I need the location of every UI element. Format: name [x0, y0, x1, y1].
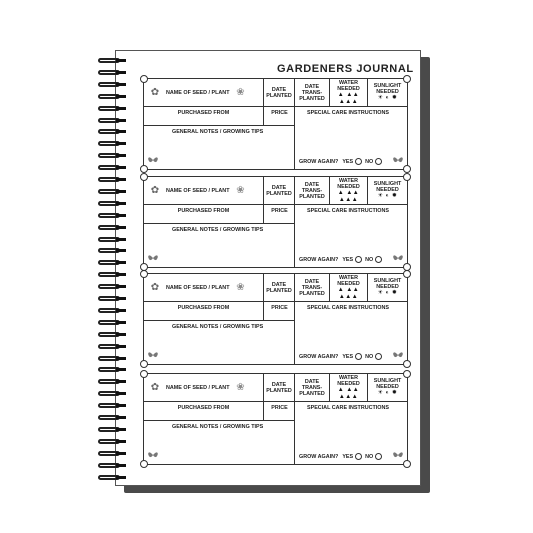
card-corner — [140, 370, 148, 378]
spiral-coil — [96, 284, 128, 290]
spiral-coil — [96, 106, 128, 112]
date-planted-label: DATE PLANTED — [266, 381, 292, 394]
yes-radio[interactable] — [355, 353, 362, 360]
spiral-coil — [96, 94, 128, 100]
spiral-coil — [96, 463, 128, 469]
date-transplanted-cell[interactable] — [295, 177, 330, 204]
spiral-coil — [96, 189, 128, 195]
spiral-coil — [96, 165, 128, 171]
water-drops-icon[interactable]: ▲ ▲▲ ▲▲▲ — [337, 189, 360, 203]
spiral-coil — [96, 58, 128, 64]
sunlight-needed-label: SUNLIGHT NEEDED — [373, 181, 402, 193]
spiral-coil — [96, 344, 128, 350]
purchase-row — [144, 301, 295, 321]
general-notes-label: GENERAL NOTES / GROWING TIPS — [172, 227, 264, 233]
plant-record-card-3 — [143, 273, 408, 365]
water-needed-label: WATER NEEDED — [337, 274, 360, 287]
price-cell[interactable] — [264, 301, 295, 320]
special-care-label: SPECIAL CARE INSTRUCTIONS — [307, 110, 389, 116]
spiral-coil — [96, 427, 128, 433]
spiral-coil — [96, 332, 128, 338]
special-care-area[interactable] — [295, 204, 407, 267]
spiral-coil — [96, 70, 128, 76]
card-corner — [140, 75, 148, 83]
date-planted-cell[interactable] — [264, 274, 295, 301]
purchased-from-cell[interactable] — [144, 204, 264, 223]
no-radio[interactable] — [375, 453, 382, 460]
spiral-coil — [96, 153, 128, 159]
spiral-coil — [96, 439, 128, 445]
butterfly-icon — [392, 154, 404, 166]
card-header-row — [144, 274, 407, 302]
no-label: NO — [365, 353, 374, 360]
card-corner — [403, 165, 411, 173]
date-transplanted-cell[interactable] — [295, 274, 330, 301]
name-of-seed-label: NAME OF SEED / PLANT — [166, 284, 230, 291]
card-corner — [403, 75, 411, 83]
spiral-coil — [96, 129, 128, 135]
flower-icon: ❀ — [236, 381, 245, 393]
spiral-coil — [96, 201, 128, 207]
special-care-label: SPECIAL CARE INSTRUCTIONS — [307, 405, 389, 411]
date-planted-label: DATE PLANTED — [266, 184, 292, 197]
date-transplanted-label: DATE TRANS- PLANTED — [299, 278, 325, 297]
general-notes-area[interactable] — [144, 126, 295, 169]
plant-record-card-4 — [143, 373, 408, 465]
purchased-from-cell[interactable] — [144, 106, 264, 125]
water-drops-icon[interactable]: ▲ ▲▲ ▲▲▲ — [337, 386, 360, 400]
plant-record-card-1 — [143, 78, 408, 170]
flower-icon: ❀ — [236, 86, 245, 98]
no-radio[interactable] — [375, 158, 382, 165]
purchased-from-label: PURCHASED FROM — [177, 208, 230, 214]
purchase-row — [144, 106, 295, 126]
sun-icons[interactable]: ☀ ◐ ✹ — [377, 95, 398, 101]
water-needed-cell[interactable] — [330, 274, 368, 301]
yes-label: YES — [342, 353, 354, 360]
sun-icons[interactable]: ☀ ◐ ✹ — [377, 290, 398, 296]
sun-icons[interactable]: ☀ ◐ ✹ — [377, 193, 398, 199]
purchase-row — [144, 401, 295, 421]
grow-again-group — [299, 256, 382, 263]
purchased-from-label: PURCHASED FROM — [177, 405, 230, 411]
sunlight-needed-label: SUNLIGHT NEEDED — [373, 83, 402, 95]
date-planted-cell[interactable] — [264, 79, 295, 106]
butterfly-icon — [147, 154, 159, 166]
no-radio[interactable] — [375, 353, 382, 360]
name-of-seed-label: NAME OF SEED / PLANT — [166, 89, 230, 96]
sunlight-needed-cell[interactable] — [368, 79, 407, 106]
card-header-row — [144, 177, 407, 205]
general-notes-label: GENERAL NOTES / GROWING TIPS — [172, 424, 264, 430]
yes-label: YES — [342, 256, 354, 263]
card-corner — [140, 165, 148, 173]
purchase-row — [144, 204, 295, 224]
grow-again-label: GROW AGAIN? — [299, 256, 339, 263]
name-of-seed-cell[interactable] — [144, 374, 264, 401]
spiral-coil — [96, 213, 128, 219]
name-of-seed-cell[interactable] — [144, 177, 264, 204]
price-cell[interactable] — [264, 204, 295, 223]
price-label: PRICE — [271, 110, 288, 116]
purchased-from-label: PURCHASED FROM — [177, 305, 230, 311]
flower-icon: ❀ — [236, 281, 245, 293]
general-notes-area[interactable] — [144, 224, 295, 267]
butterfly-icon — [147, 349, 159, 361]
sunlight-needed-label: SUNLIGHT NEEDED — [373, 378, 402, 390]
spiral-coil — [96, 248, 128, 254]
water-needed-label: WATER NEEDED — [337, 177, 360, 190]
grow-again-label: GROW AGAIN? — [299, 353, 339, 360]
spiral-coil — [96, 367, 128, 373]
plant-record-card-2 — [143, 176, 408, 268]
special-care-area[interactable] — [295, 301, 407, 364]
water-needed-label: WATER NEEDED — [337, 79, 360, 92]
grow-again-label: GROW AGAIN? — [299, 453, 339, 460]
water-needed-cell[interactable] — [330, 177, 368, 204]
grow-again-group — [299, 158, 382, 165]
card-corner — [403, 173, 411, 181]
date-planted-cell[interactable] — [264, 374, 295, 401]
date-transplanted-cell[interactable] — [295, 374, 330, 401]
flower-icon: ✿ — [150, 86, 160, 98]
flower-icon: ❀ — [236, 184, 245, 196]
spiral-binding — [96, 58, 130, 488]
yes-radio[interactable] — [355, 158, 362, 165]
date-transplanted-label: DATE TRANS- PLANTED — [299, 83, 325, 102]
purchased-from-cell[interactable] — [144, 301, 264, 320]
spiral-coil — [96, 403, 128, 409]
flower-icon: ✿ — [150, 381, 160, 393]
yes-label: YES — [342, 453, 354, 460]
butterfly-icon — [147, 252, 159, 264]
card-corner — [140, 270, 148, 278]
butterfly-icon — [392, 449, 404, 461]
sunlight-needed-cell[interactable] — [368, 374, 407, 401]
card-corner — [403, 360, 411, 368]
general-notes-area[interactable] — [144, 421, 295, 464]
date-planted-cell[interactable] — [264, 177, 295, 204]
name-of-seed-label: NAME OF SEED / PLANT — [166, 384, 230, 391]
special-care-area[interactable] — [295, 106, 407, 169]
journal-title: GARDENERS JOURNAL — [277, 63, 414, 75]
date-planted-label: DATE PLANTED — [266, 281, 292, 294]
spiral-coil — [96, 308, 128, 314]
card-corner — [140, 360, 148, 368]
card-header-row — [144, 79, 407, 107]
card-corner — [140, 173, 148, 181]
price-label: PRICE — [271, 208, 288, 214]
spiral-coil — [96, 320, 128, 326]
spiral-coil — [96, 296, 128, 302]
spiral-coil — [96, 451, 128, 457]
spiral-coil — [96, 225, 128, 231]
date-planted-label: DATE PLANTED — [266, 86, 292, 99]
flower-icon: ✿ — [150, 281, 160, 293]
grow-again-group — [299, 453, 382, 460]
butterfly-icon — [392, 252, 404, 264]
name-of-seed-cell[interactable] — [144, 274, 264, 301]
spiral-coil — [96, 475, 128, 481]
purchased-from-label: PURCHASED FROM — [177, 110, 230, 116]
special-care-area[interactable] — [295, 401, 407, 464]
yes-label: YES — [342, 158, 354, 165]
water-drops-icon[interactable]: ▲ ▲▲ ▲▲▲ — [337, 91, 360, 105]
general-notes-label: GENERAL NOTES / GROWING TIPS — [172, 324, 264, 330]
special-care-label: SPECIAL CARE INSTRUCTIONS — [307, 305, 389, 311]
card-header-row — [144, 374, 407, 402]
no-label: NO — [365, 453, 374, 460]
spiral-coil — [96, 237, 128, 243]
price-cell[interactable] — [264, 106, 295, 125]
general-notes-area[interactable] — [144, 321, 295, 364]
purchased-from-cell[interactable] — [144, 401, 264, 420]
sun-icons[interactable]: ☀ ◐ ✹ — [377, 390, 398, 396]
no-radio[interactable] — [375, 256, 382, 263]
butterfly-icon — [147, 449, 159, 461]
water-needed-cell[interactable] — [330, 79, 368, 106]
butterfly-icon — [392, 349, 404, 361]
spiral-coil — [96, 177, 128, 183]
spiral-coil — [96, 260, 128, 266]
general-notes-label: GENERAL NOTES / GROWING TIPS — [172, 129, 264, 135]
spiral-coil — [96, 82, 128, 88]
date-transplanted-label: DATE TRANS- PLANTED — [299, 181, 325, 200]
grow-again-group — [299, 353, 382, 360]
card-corner — [140, 460, 148, 468]
spiral-coil — [96, 272, 128, 278]
card-corner — [403, 270, 411, 278]
special-care-label: SPECIAL CARE INSTRUCTIONS — [307, 208, 389, 214]
name-of-seed-cell[interactable] — [144, 79, 264, 106]
card-corner — [403, 460, 411, 468]
no-label: NO — [365, 256, 374, 263]
spiral-coil — [96, 141, 128, 147]
date-transplanted-label: DATE TRANS- PLANTED — [299, 378, 325, 397]
spiral-coil — [96, 379, 128, 385]
price-label: PRICE — [271, 305, 288, 311]
water-needed-label: WATER NEEDED — [337, 374, 360, 387]
price-label: PRICE — [271, 405, 288, 411]
yes-radio[interactable] — [355, 256, 362, 263]
date-transplanted-cell[interactable] — [295, 79, 330, 106]
spiral-coil — [96, 356, 128, 362]
sunlight-needed-cell[interactable] — [368, 177, 407, 204]
name-of-seed-label: NAME OF SEED / PLANT — [166, 187, 230, 194]
water-drops-icon[interactable]: ▲ ▲▲ ▲▲▲ — [337, 286, 360, 300]
spiral-coil — [96, 415, 128, 421]
yes-radio[interactable] — [355, 453, 362, 460]
price-cell[interactable] — [264, 401, 295, 420]
sunlight-needed-cell[interactable] — [368, 274, 407, 301]
flower-icon: ✿ — [150, 184, 160, 196]
sunlight-needed-label: SUNLIGHT NEEDED — [373, 278, 402, 290]
grow-again-label: GROW AGAIN? — [299, 158, 339, 165]
spiral-coil — [96, 118, 128, 124]
water-needed-cell[interactable] — [330, 374, 368, 401]
card-corner — [403, 370, 411, 378]
spiral-coil — [96, 391, 128, 397]
no-label: NO — [365, 158, 374, 165]
